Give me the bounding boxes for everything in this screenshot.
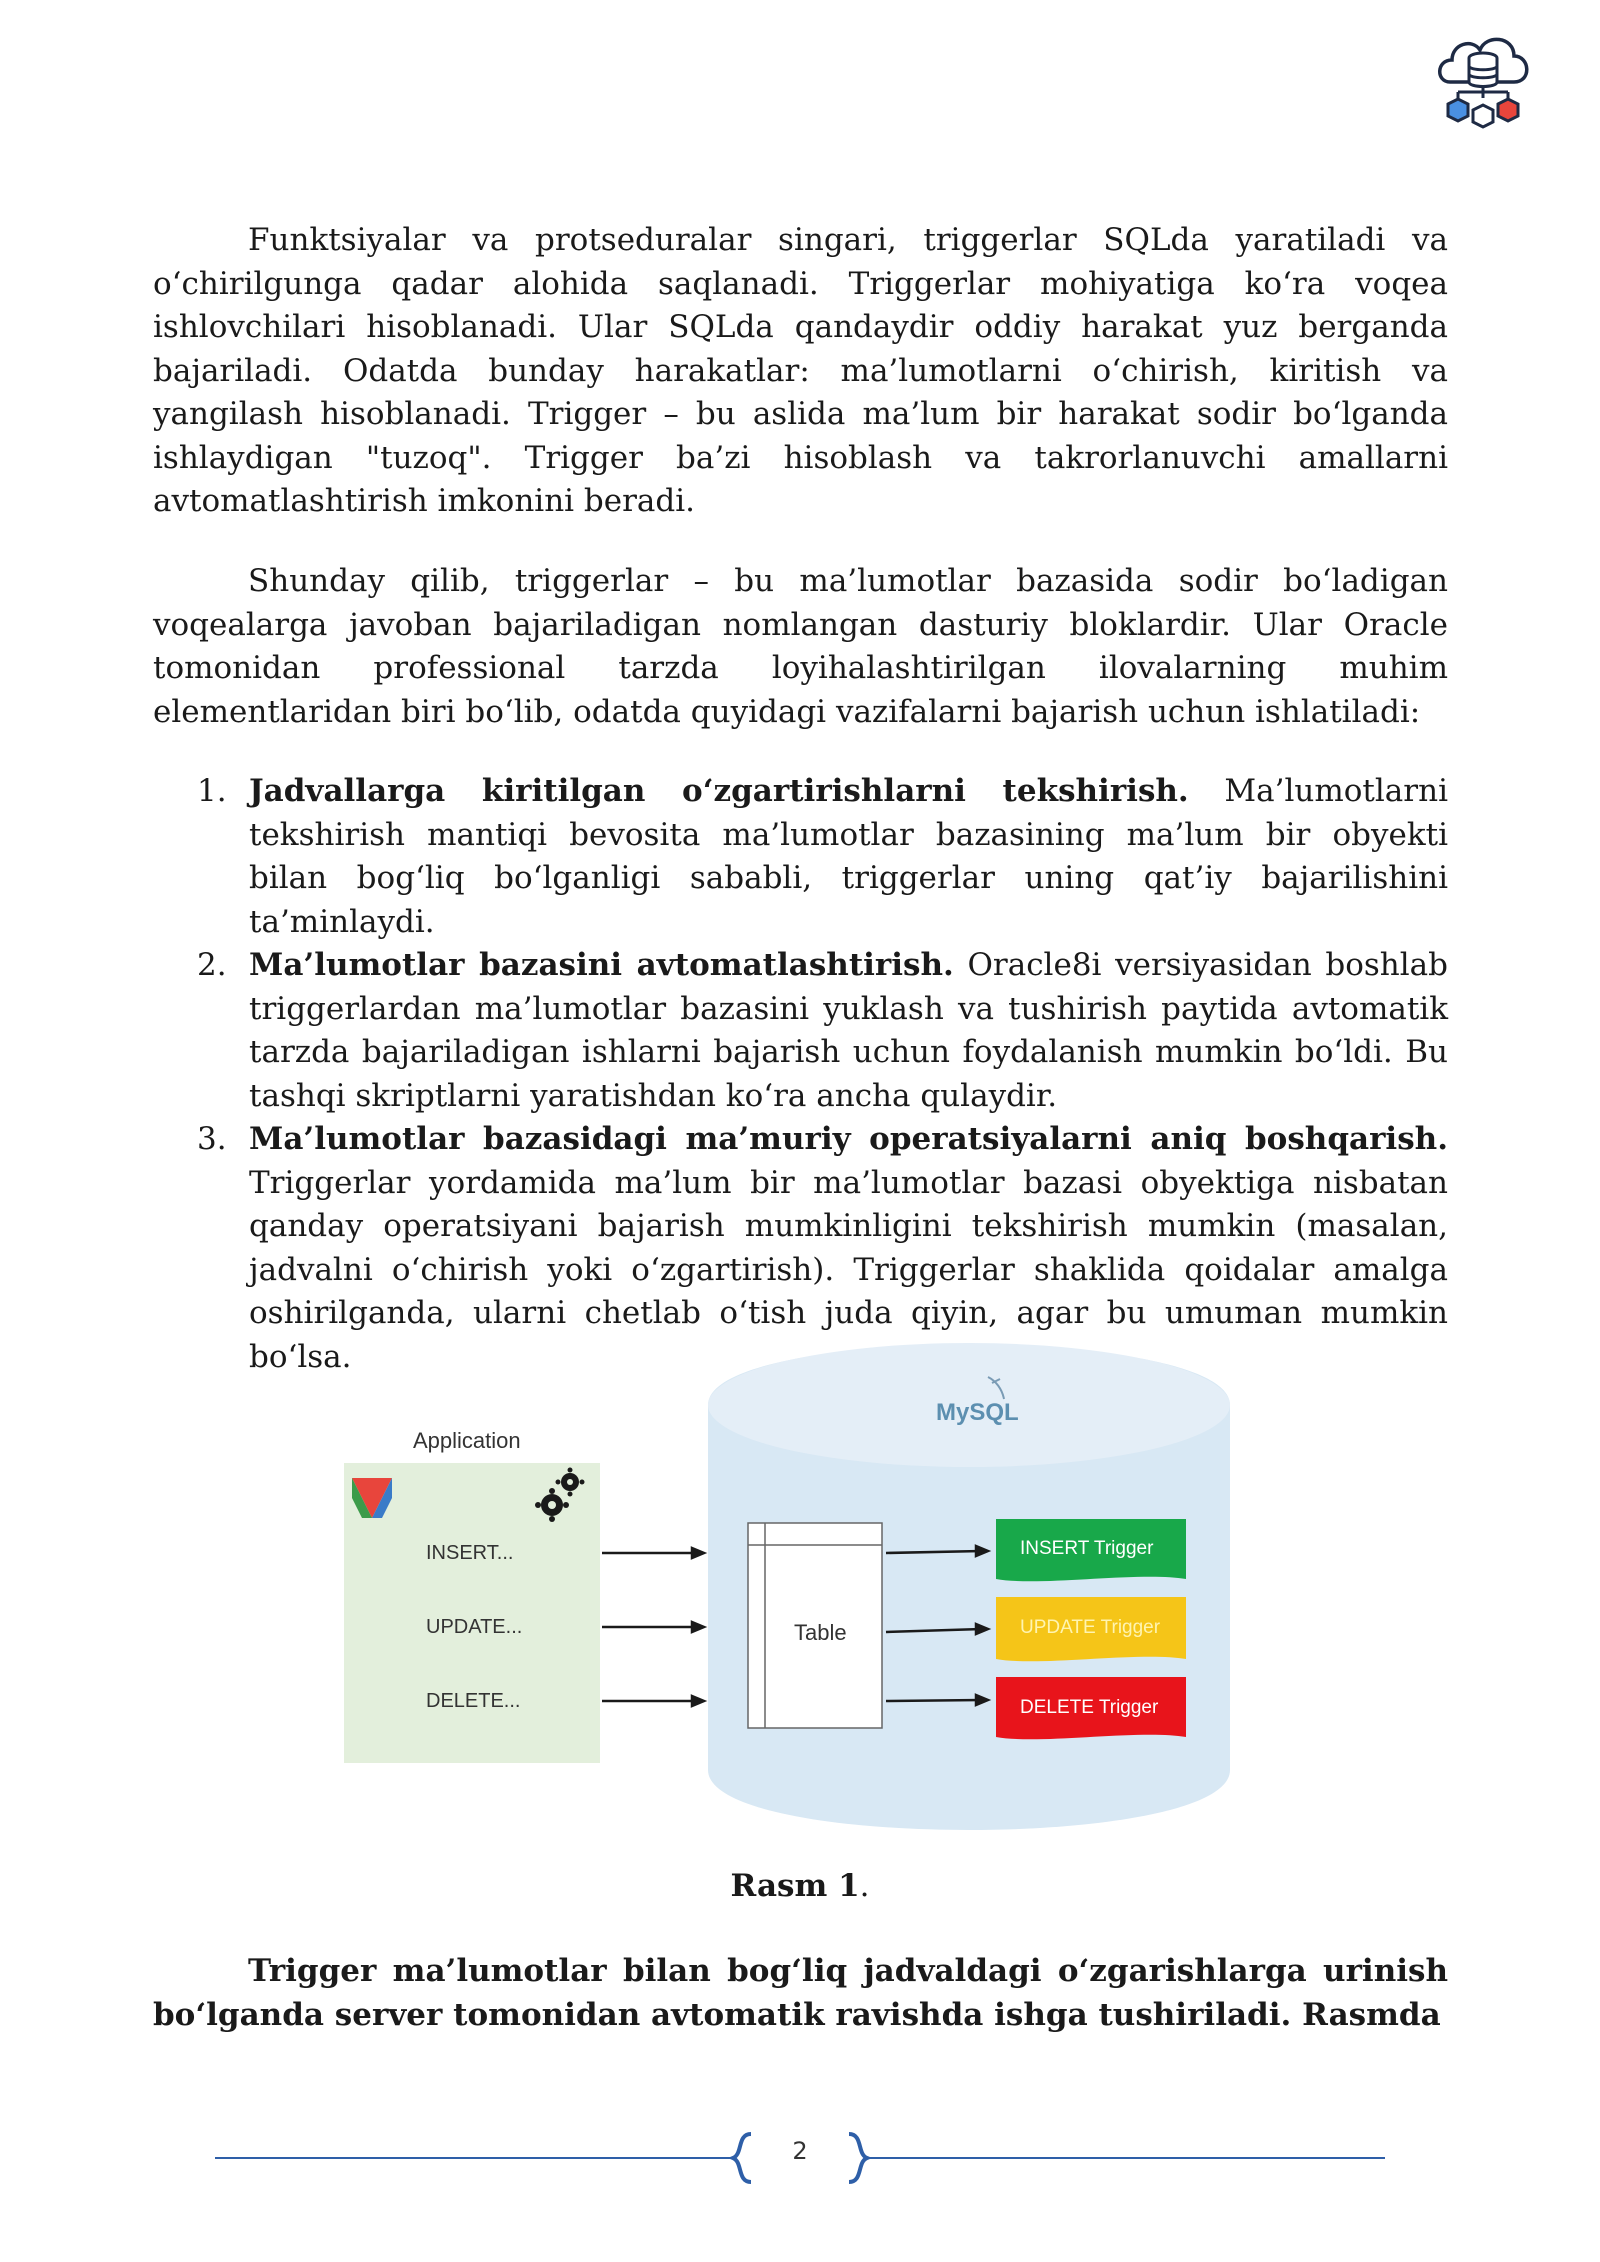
list-item-title: Ma’lumotlar bazasidagi ma’muriy operatsiyalarni aniq boshqarish. [249,1121,1448,1157]
caption-rest: . [859,1868,870,1904]
list-item-text: Ma’lumotlarni tekshirish mantiqi bevosita ma’lumotlar bazasining ma’lum bir obyekti bilan bog‘liq bo‘lganligi sababli, triggerlar uning qat’iy bajarilishini ta’minlaydi. [249,773,1448,940]
list-item-number: 1. [197,773,227,809]
list-item-number: 3. [197,1121,227,1157]
left-brace-icon [733,2134,751,2182]
application-label: Application [413,1428,521,1453]
list-item [153,770,1448,944]
delete-statement: DELETE... [426,1690,521,1712]
list-item-text: Oracle8i versiyasidan boshlab triggerlardan ma’lumotlar bazasini yuklash va tushirish paytida avtomatik tarzda bajariladigan ishlarni bajarish uchun foydalanish mumkin bo‘ldi. Bu tashqi skriptlarni yaratishdan ko‘ra ancha qulaydir. [249,947,1448,1114]
list-item [153,944,1448,1118]
insert-trigger-label: INSERT Trigger [1020,1538,1154,1559]
insert-statement: INSERT... [426,1542,514,1564]
update-statement: UPDATE... [426,1616,523,1638]
trigger-diagram [340,1335,1260,1835]
caption-bold: Rasm 1 [730,1868,860,1904]
intro-paragraph: Funktsiyalar va protseduralar singari, triggerlar SQLda yaratiladi va o‘chirilgunga qadar alohida saqlanadi. Triggerlar mohiyatiga ko‘ra voqea ishlovchilari hisoblanadi. Ular SQLda qandaydir oddiy harakat yuz berganda bajariladi. Odatda bunday harakatlar: ma’lumotlarni o‘chirish, kiritish va yangilash hisoblanadi. Trigger – bu aslida ma’lum bir harakat sodir bo‘lganda ishlaydigan "tuzoq". Trigger ba’zi hisoblash va takrorlanuvchi amallarni avtomatlashtirish imkonini beradi. [153,222,1448,519]
list-item-number: 2. [197,947,227,983]
trigger-execution-paragraph: Trigger ma’lumotlar bilan bog‘liq jadvaldagi o‘zgarishlarga urinish bo‘lganda server tomonidan avtomatik ravishda ishga tushiriladi. Rasmda [153,1953,1448,2033]
cloud-database-icon [1428,24,1538,132]
delete-trigger-label: DELETE Trigger [1020,1697,1159,1718]
list-item-title: Ma’lumotlar bazasini avtomatlashtirish. [249,947,954,983]
page-number: 2 [792,2137,808,2165]
figure-caption [0,1866,1600,1906]
triggers-definition-paragraph: Shunday qilib, triggerlar – bu ma’lumotlar bazasida sodir bo‘ladigan voqealarga javoban bajariladigan nomlangan dasturiy bloklardir. Ular Oracle tomonidan professional tarzda loyihalashtirilgan ilovalarning muhim elementlaridan biri bo‘lib, odatda quyidagi vazifalarni bajarish uchun ishlatiladi: [153,563,1448,730]
trigger-uses-list [153,770,1448,1379]
list-item-title: Jadvallarga kiritilgan o‘zgartirishlarni tekshirish. [249,773,1189,809]
delete-trigger-arrow [886,1700,982,1701]
right-brace-icon [849,2134,867,2182]
update-trigger-label: UPDATE Trigger [1020,1617,1161,1638]
table-label: Table [794,1620,847,1645]
mysql-logo: MySQL [936,1399,1019,1426]
list-item-text: Triggerlar yordamida ma’lum bir ma’lumotlar bazasi obyektiga nisbatan qanday operatsiyani bajarish mumkinligini tekshirish mumkin (masalan, jadvalni o‘chirish yoki o‘zgartirish). Triggerlar shaklida qoidalar amalga oshirilganda, ularni chetlab o‘tish juda qiyin, agar bu umuman mumkin bo‘lsa. [249,1164,1448,1375]
